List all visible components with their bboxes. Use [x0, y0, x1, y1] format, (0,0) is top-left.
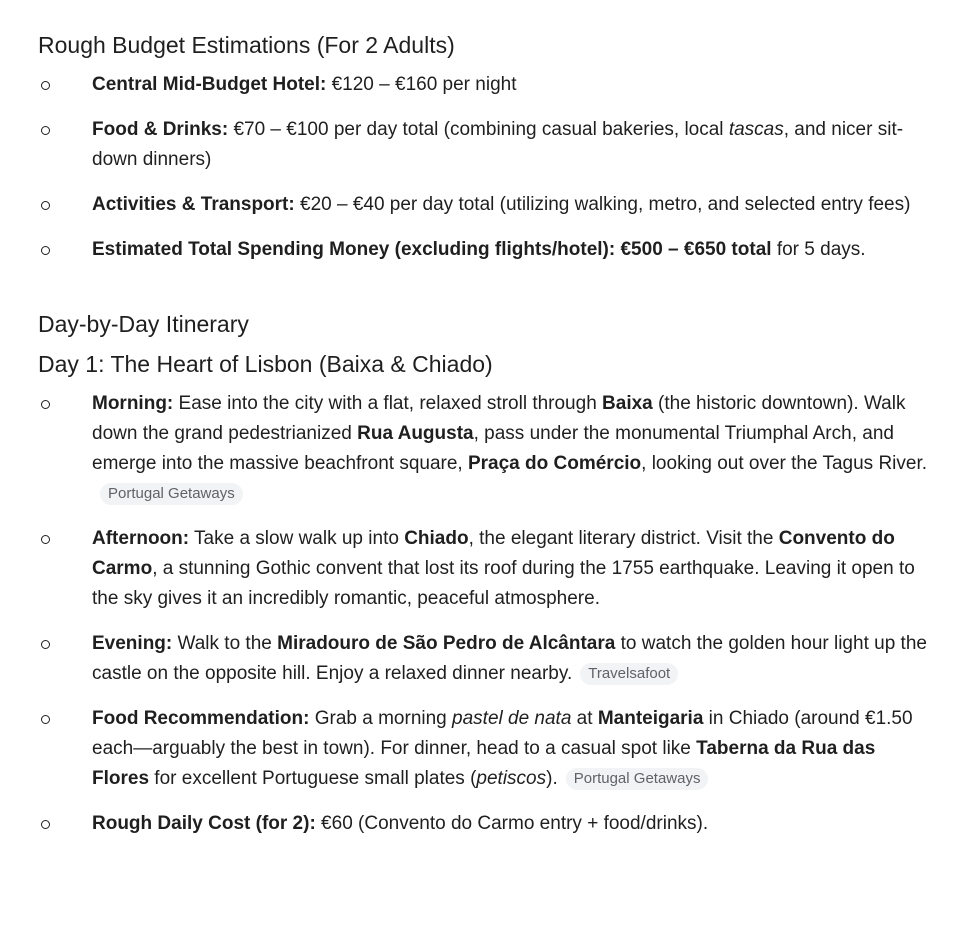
list-item: Morning: Ease into the city with a flat, relaxed stroll through Baixa (the historic downtown). Walk down the grand pedestrianized Rua Augusta, pass under the monumental Triumphal Arch, and emerge into the massive beachfront square, Praça do Comércio, looking out over the Tagus River.Portugal Getaways: [38, 389, 932, 509]
list-item: Central Mid-Budget Hotel: €120 – €160 per night: [38, 70, 932, 100]
hollow-bullet-icon: [41, 81, 50, 90]
list-item: Food & Drinks: €70 – €100 per day total (combining casual bakeries, local tascas, and nicer sit-down dinners): [38, 115, 932, 175]
hollow-bullet-icon: [41, 820, 50, 829]
hollow-bullet-icon: [41, 400, 50, 409]
source-chip[interactable]: Portugal Getaways: [566, 768, 709, 790]
list-item: Activities & Transport: €20 – €40 per day total (utilizing walking, metro, and selected entry fees): [38, 190, 932, 220]
source-chip[interactable]: Portugal Getaways: [100, 483, 243, 505]
hollow-bullet-icon: [41, 715, 50, 724]
hollow-bullet-icon: [41, 640, 50, 649]
list-item: Afternoon: Take a slow walk up into Chiado, the elegant literary district. Visit the Convento do Carmo, a stunning Gothic convent that lost its roof during the 1755 earthquake. Leaving it open to the sky gives it an incredibly romantic, peaceful atmosphere.: [38, 524, 932, 614]
list-item: Food Recommendation: Grab a morning pastel de nata at Manteigaria in Chiado (around €1.50 each—arguably the best in town). For dinner, head to a casual spot like Taberna da Rua das Flores for excellent Portuguese small plates (petiscos). Portugal Getaways: [38, 704, 932, 794]
itinerary-heading: Day-by-Day Itinerary: [38, 311, 249, 337]
hollow-bullet-icon: [41, 246, 50, 255]
hollow-bullet-icon: [41, 126, 50, 135]
day1-list: [38, 389, 980, 839]
hollow-bullet-icon: [41, 535, 50, 544]
source-chip[interactable]: Travelsafoot: [580, 663, 678, 685]
hollow-bullet-icon: [41, 201, 50, 210]
list-item: Estimated Total Spending Money (excluding flights/hotel): €500 – €650 total for 5 days.: [38, 235, 932, 265]
budget-list: [38, 70, 980, 265]
list-item: Rough Daily Cost (for 2): €60 (Convento do Carmo entry + food/drinks).: [38, 809, 932, 839]
list-item: Evening: Walk to the Miradouro de São Pedro de Alcântara to watch the golden hour light up the castle on the opposite hill. Enjoy a relaxed dinner nearby. Travelsafoot: [38, 629, 932, 689]
day1-heading: Day 1: The Heart of Lisbon (Baixa & Chiado): [38, 351, 493, 377]
budget-heading: Rough Budget Estimations (For 2 Adults): [38, 32, 455, 58]
